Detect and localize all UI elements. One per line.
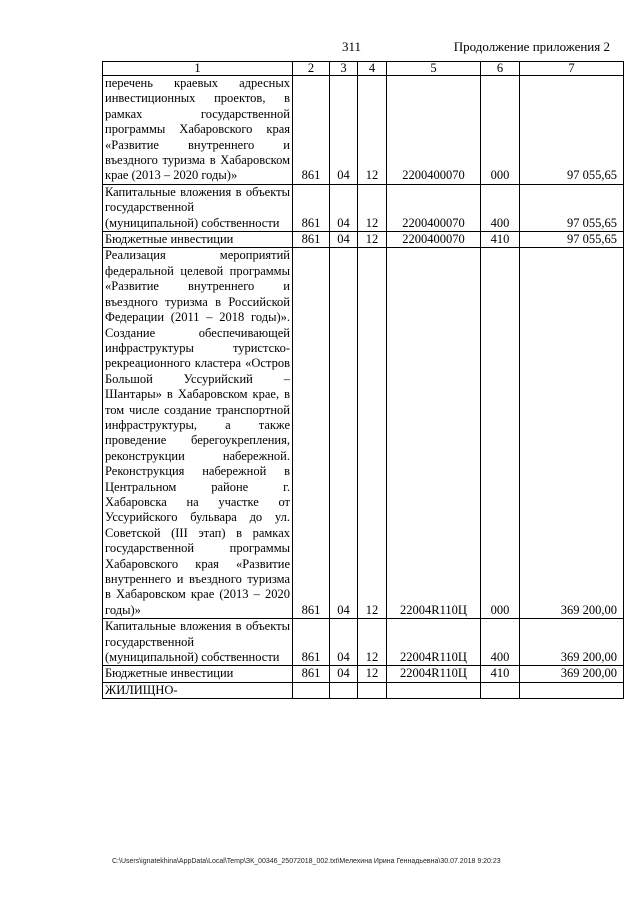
cell-section: 04 bbox=[330, 248, 358, 619]
cell-subsection bbox=[358, 682, 387, 698]
table-row bbox=[103, 232, 624, 248]
cell-section bbox=[330, 682, 358, 698]
column-header: 4 bbox=[358, 62, 387, 76]
column-header: 1 bbox=[103, 62, 293, 76]
cell-target-article: 2200400070 bbox=[387, 76, 481, 185]
cell-section: 04 bbox=[330, 76, 358, 185]
row-name: Капитальные вложения в объекты государственной (муниципальной) собственности bbox=[103, 619, 293, 666]
cell-code: 861 bbox=[293, 232, 330, 248]
cell-target-article: 2200400070 bbox=[387, 184, 481, 231]
table-row bbox=[103, 682, 624, 698]
cell-amount: 369 200,00 bbox=[520, 666, 624, 682]
cell-code: 861 bbox=[293, 184, 330, 231]
continuation-label: Продолжение приложения 2 bbox=[453, 39, 610, 54]
cell-target-article: 22004R110Ц bbox=[387, 619, 481, 666]
cell-expense-type: 000 bbox=[481, 248, 520, 619]
cell-target-article: 22004R110Ц bbox=[387, 248, 481, 619]
column-header: 7 bbox=[520, 62, 624, 76]
cell-amount bbox=[520, 682, 624, 698]
cell-expense-type: 400 bbox=[481, 619, 520, 666]
column-header: 2 bbox=[293, 62, 330, 76]
cell-code: 861 bbox=[293, 619, 330, 666]
cell-expense-type: 410 bbox=[481, 232, 520, 248]
column-header: 3 bbox=[330, 62, 358, 76]
cell-expense-type: 400 bbox=[481, 184, 520, 231]
row-name: Бюджетные инвестиции bbox=[103, 666, 293, 682]
cell-amount: 97 055,65 bbox=[520, 76, 624, 185]
table-row bbox=[103, 184, 624, 231]
row-name: Капитальные вложения в объекты государственной (муниципальной) собственности bbox=[103, 184, 293, 231]
row-name: перечень краевых адресных инвестиционных проектов, в рамках государственной программы Хабаровского края «Развитие внутреннего и въездного туризма в Хабаровском крае (2013 – 2020 годы)» bbox=[103, 76, 293, 185]
appendix-table bbox=[102, 61, 624, 699]
cell-target-article: 22004R110Ц bbox=[387, 666, 481, 682]
cell-amount: 97 055,65 bbox=[520, 232, 624, 248]
table-row bbox=[103, 666, 624, 682]
cell-subsection: 12 bbox=[358, 232, 387, 248]
cell-subsection: 12 bbox=[358, 248, 387, 619]
cell-code: 861 bbox=[293, 666, 330, 682]
cell-expense-type bbox=[481, 682, 520, 698]
row-name: Бюджетные инвестиции bbox=[103, 232, 293, 248]
cell-code: 861 bbox=[293, 248, 330, 619]
cell-expense-type: 000 bbox=[481, 76, 520, 185]
cell-section: 04 bbox=[330, 619, 358, 666]
table-row bbox=[103, 248, 624, 619]
cell-amount: 369 200,00 bbox=[520, 248, 624, 619]
column-header: 5 bbox=[387, 62, 481, 76]
cell-expense-type: 410 bbox=[481, 666, 520, 682]
cell-subsection: 12 bbox=[358, 666, 387, 682]
table-row bbox=[103, 619, 624, 666]
column-header-row bbox=[103, 62, 624, 76]
cell-subsection: 12 bbox=[358, 184, 387, 231]
cell-code: 861 bbox=[293, 76, 330, 185]
column-header: 6 bbox=[481, 62, 520, 76]
cell-amount: 369 200,00 bbox=[520, 619, 624, 666]
file-path-footer: C:\Users\ignatekhina\AppData\Local\Temp\ЗК_00346_25072018_002.txt\Мелехина Ирина Геннадьевна\30.07.2018 9:20:23 bbox=[112, 858, 501, 865]
cell-section: 04 bbox=[330, 232, 358, 248]
cell-subsection: 12 bbox=[358, 76, 387, 185]
row-name: ЖИЛИЩНО- bbox=[103, 682, 293, 698]
page-number: 311 bbox=[342, 39, 362, 54]
cell-section: 04 bbox=[330, 666, 358, 682]
row-name: Реализация мероприятий федеральной целевой программы «Развитие внутреннего и въездного туризма в Российской Федерации (2011 – 2018 годы)». Создание обеспечивающей инфраструктуры туристско-рекреационного кластера «Остров Большой Уссурийский – Шантары» в Хабаровском крае, в том числе создание транспортной инфраструктуры, а также проведение берегоукрепления, реконструкции набережной. Реконструкция набережной в Центральном районе г. Хабаровска на участке от Уссурийского бульвара до ул. Советской (III этап) в рамках государственной программы Хабаровского края «Развитие внутреннего и въездного туризма в Хабаровском крае (2013 – 2020 годы)» bbox=[103, 248, 293, 619]
cell-subsection: 12 bbox=[358, 619, 387, 666]
cell-section: 04 bbox=[330, 184, 358, 231]
cell-target-article bbox=[387, 682, 481, 698]
cell-target-article: 2200400070 bbox=[387, 232, 481, 248]
cell-amount: 97 055,65 bbox=[520, 184, 624, 231]
cell-code bbox=[293, 682, 330, 698]
table-row bbox=[103, 76, 624, 185]
